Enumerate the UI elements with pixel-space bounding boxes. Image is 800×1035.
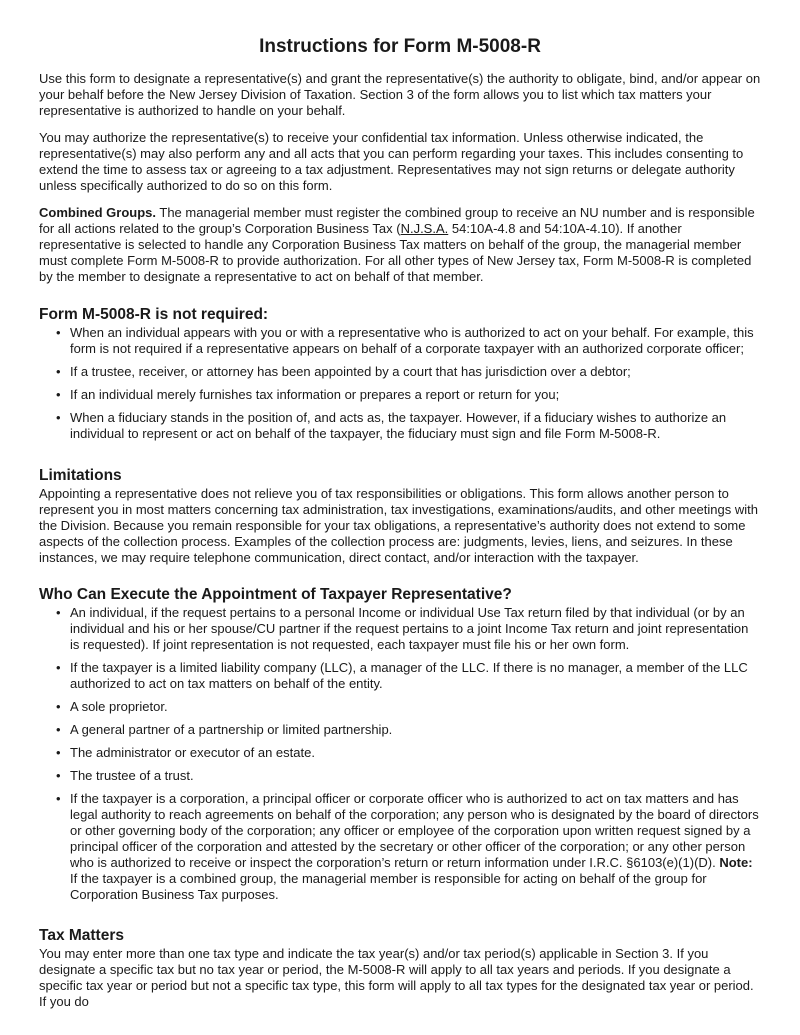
list-item: • If an individual merely furnishes tax information or prepares a report or return for you; bbox=[70, 387, 761, 403]
list-item: • A sole proprietor. bbox=[70, 699, 761, 715]
page-title: Instructions for Form M-5008-R bbox=[259, 36, 541, 57]
combined-groups-text-1: The managerial member must register the combined group to receive an NU number and is responsible for all actions related to the group’s Corporation Business Tax ( bbox=[39, 205, 755, 236]
combined-groups-lead: Combined Groups. bbox=[39, 205, 156, 220]
who-can-execute-list bbox=[39, 605, 761, 903]
list-item: • When an individual appears with you or with a representative who is authorized to act on your behalf. For example, this form is not required if a representative appears on behalf of a corporate taxpayer with an authorized corporate officer; bbox=[70, 325, 761, 357]
tax-matters-section bbox=[39, 927, 761, 1010]
intro-paragraph-1: Use this form to designate a representative(s) and grant the representative(s) the authority to obligate, bind, and/or appear on your behalf before the New Jersey Division of Taxation. Section 3 of the form allows you to list which tax matters your representative is authorized to handle on your behalf. bbox=[39, 71, 761, 118]
tax-matters-heading: Tax Matters bbox=[39, 927, 124, 944]
limitations-paragraph: Appointing a representative does not relieve you of tax responsibilities or obligations. This form allows another person to represent you in most matters concerning tax administration, tax investigations, examinations/audits, and other meetings with the Division. Because you remain responsible for your tax obligations, a representative’s authority does not extend to some aspects of the collection process. Examples of the collection process are: judgments, levies, liens, and seizures. In these instances, we may require telephone communication, direct contact, and/or interaction with the taxpayer. bbox=[39, 486, 758, 565]
list-item: • An individual, if the request pertains to a personal Income or individual Use Tax return filed by that individual (or by an individual and his or her spouse/CU partner if the request pertains to a joint Income Tax return and joint representation is requested). If joint representation is not requested, each taxpayer must file his or her own form. bbox=[70, 605, 761, 653]
intro-paragraph-2: You may authorize the representative(s) to receive your confidential tax information. Unless otherwise indicated, the representative(s) may also perform any and all acts that you can perform regarding your taxes. This includes consenting to extend the time to assess tax or agreeing to a tax adjustment. Representatives may not sign returns or delegate authority unless specifically authorized to do so on this form. bbox=[39, 130, 744, 193]
list-item: • If a trustee, receiver, or attorney has been appointed by a court that has jurisdiction over a debtor; bbox=[70, 364, 761, 380]
corporation-text: If the taxpayer is a corporation, a principal officer or corporate officer who is authorized to act on tax matters and has legal authority to reach agreements on behalf of the corporation; any person who is designated by the board of directors or other governing body of the corporation; any officer or employee of the corporation upon written request signed by a principal officer of the corporation and attested by the secretary or other officer of the corporation; or any other person who is authorized to receive or inspect the corporation’s return or return information under I.R.C. §6103(e)(1)(D). bbox=[70, 791, 759, 870]
list-item-corporation bbox=[70, 791, 761, 903]
tax-matters-paragraph: You may enter more than one tax type and indicate the tax year(s) and/or tax period(s) applicable in Section 3. If you designate a specific tax but no tax year or period, the M-5008-R will apply to all tax years and periods. If you designate a specific tax year or period but not a specific tax type, this form will apply to all tax types for the designated tax year or period. If you do bbox=[39, 946, 754, 1009]
list-item: • When a fiduciary stands in the position of, and acts as, the taxpayer. However, if a fiduciary wishes to authorize an individual to represent or act on behalf of the taxpayer, the fiduciary must sign and file Form M-5008-R. bbox=[70, 410, 761, 442]
limitations-heading: Limitations bbox=[39, 467, 122, 484]
list-item: • The trustee of a trust. bbox=[70, 768, 761, 784]
who-can-execute-section bbox=[39, 586, 761, 903]
not-required-heading: Form M-5008-R is not required: bbox=[39, 306, 269, 323]
list-item: • The administrator or executor of an estate. bbox=[70, 745, 761, 761]
combined-groups-text-2: 54:10A-4.8 and 54:10A-4.10). If another representative is selected to handle any Corporation Business Tax matters on behalf of the group, the managerial member must complete Form M-5008-R to provide authorization. For all other types of New Jersey tax, Form M-5008-R is completed by the member to designate a representative to act on behalf of that member. bbox=[39, 221, 752, 284]
statute-reference: N.J.S.A. bbox=[400, 221, 449, 236]
list-item: • If the taxpayer is a limited liability company (LLC), a manager of the LLC. If there is no manager, a member of the LLC authorized to act on tax matters on behalf of the entity. bbox=[70, 660, 761, 692]
combined-groups-paragraph bbox=[39, 205, 761, 285]
not-required-section bbox=[39, 306, 761, 442]
not-required-list bbox=[39, 325, 761, 442]
limitations-section bbox=[39, 467, 761, 566]
note-text: If the taxpayer is a combined group, the managerial member is responsible for acting on behalf of the group for Corporation Business Tax purposes. bbox=[70, 871, 707, 902]
note-label: Note: bbox=[719, 855, 753, 870]
who-can-execute-heading: Who Can Execute the Appointment of Taxpayer Representative? bbox=[39, 586, 512, 603]
list-item: • A general partner of a partnership or limited partnership. bbox=[70, 722, 761, 738]
